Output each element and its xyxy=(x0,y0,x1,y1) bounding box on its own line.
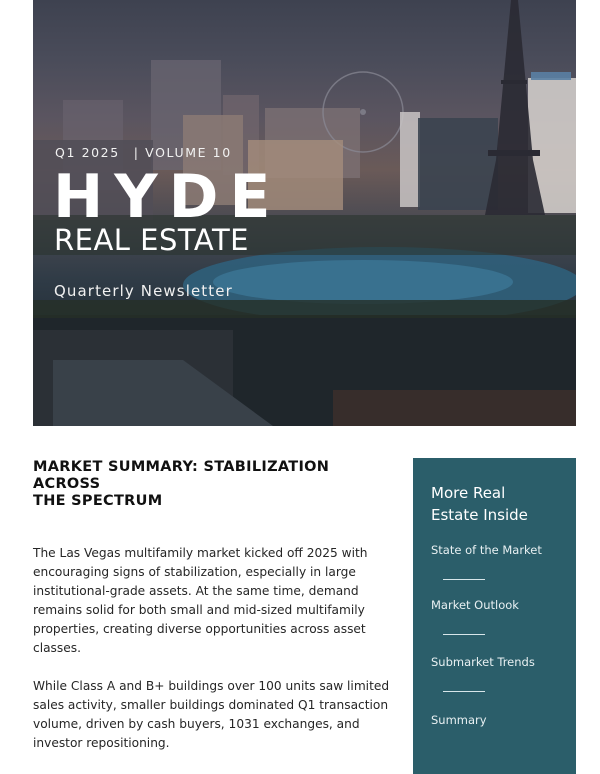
issue-line xyxy=(55,145,232,160)
sidebar-link-summary[interactable]: Summary xyxy=(431,713,487,727)
headline-line-2: THE SPECTRUM xyxy=(33,493,163,509)
sidebar-divider xyxy=(443,634,485,635)
brand-title: HYDE xyxy=(53,162,282,232)
article-paragraph-2: While Class A and B+ buildings over 100 units saw limited sales activity, smaller buildings dominated Q1 transaction volume, driven by cash buyers, 1031 exchanges, and investor repositioning. xyxy=(33,679,390,750)
article-headline xyxy=(33,459,399,510)
sidebar-title-line-1: More Real xyxy=(431,484,506,502)
sidebar-link-market-outlook[interactable]: Market Outlook xyxy=(431,598,519,612)
volume-label: | VOLUME 10 xyxy=(133,145,232,160)
sidebar-divider xyxy=(443,579,485,580)
issue-label: Q1 2025 xyxy=(55,145,120,160)
sidebar-divider xyxy=(443,691,485,692)
hero-banner xyxy=(33,0,576,426)
contents-sidebar xyxy=(413,458,576,774)
newsletter-tagline: Quarterly Newsletter xyxy=(54,282,233,300)
brand-subtitle: REAL ESTATE xyxy=(54,223,250,257)
sidebar-title xyxy=(431,482,528,526)
sidebar-link-state-of-market[interactable]: State of the Market xyxy=(431,543,542,557)
article-column xyxy=(33,459,399,750)
hero-text-overlay xyxy=(33,0,576,426)
headline-line-1: MARKET SUMMARY: STABILIZATION ACROSS xyxy=(33,459,330,492)
article-paragraph-1: The Las Vegas multifamily market kicked off 2025 with encouraging signs of stabilization, especially in large institutional-grade assets. At the same time, demand remains solid for both small and mid-sized multifamily properties, creating diverse opportunities across asset classes. xyxy=(33,546,368,655)
sidebar-link-submarket-trends[interactable]: Submarket Trends xyxy=(431,655,535,669)
sidebar-title-line-2: Estate Inside xyxy=(431,506,528,524)
